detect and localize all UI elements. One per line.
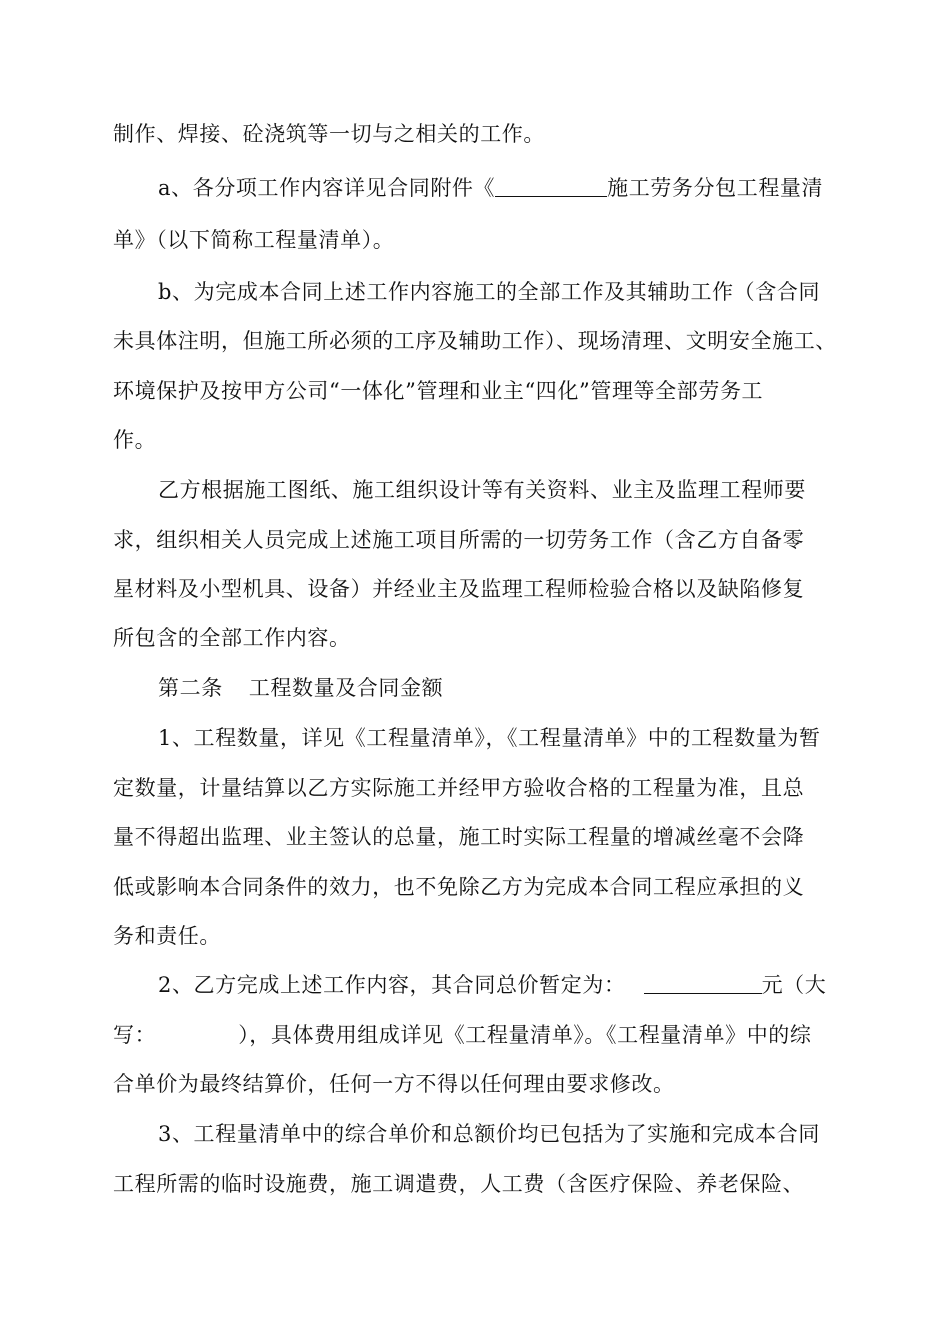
clause-a-line-1 [158,175,823,201]
paragraph-continuation-line [113,121,545,147]
fill-in-blank-contract-amount [644,973,762,994]
party-b-scope-line-3 [113,576,804,602]
text-segment: 施工劳务分包工程量清 [607,176,824,200]
text-line: 求，组织相关人员完成上述施工项目所需的一切劳务工作（含乙方自备零 [113,528,805,552]
item-3-line-1 [158,1121,820,1147]
party-b-scope-line-2 [113,527,804,553]
article-title: 工程数量及合同金额 [248,676,444,700]
text-segment: a、各分项工作内容详见合同附件《 [158,176,496,200]
text-line: 3、工程量清单中的综合单价和总额价均已包括为了实施和完成本合同 [158,1122,820,1146]
fill-in-blank-attachment-name [495,176,607,197]
text-line: 制作、焊接、砼浇筑等一切与之相关的工作。 [113,122,545,146]
item-1-line-5 [113,923,221,949]
text-line: b、为完成本合同上述工作内容施工的全部工作及其辅助工作（含合同 [158,280,821,304]
text-line: 务和责任。 [113,924,221,948]
text-line: 乙方根据施工图纸、施工组织设计等有关资料、业主及监理工程师要 [158,478,806,502]
text-line: 环境保护及按甲方公司“一体化”管理和业主“四化”管理等全部劳务工 [113,379,764,403]
text-segment: 元（大 [761,973,827,997]
clause-b-line-3 [113,378,763,404]
party-b-scope-line-1 [158,477,806,503]
text-line: 低或影响本合同条件的效力，也不免除乙方为完成本合同工程应承担的义 [113,875,805,899]
item-1-line-4 [113,874,804,900]
text-line: 作。 [113,428,157,452]
party-b-scope-line-4 [113,625,351,651]
text-line: 单》（以下简称工程量清单）。 [113,228,395,252]
text-line: 合单价为最终结算价，任何一方不得以任何理由要求修改。 [113,1072,675,1096]
article-heading [158,675,443,701]
item-1-line-2 [113,775,804,801]
item-3-line-2 [113,1171,804,1197]
text-line: 量不得超出监理、业主签认的总量，施工时实际工程量的增减丝毫不会降 [113,825,805,849]
text-line: 定数量，计量结算以乙方实际施工并经甲方验收合格的工程量为准，且总 [113,776,805,800]
item-1-line-1 [158,725,821,751]
item-2-line-2 [113,1022,812,1048]
text-segment: 写： [113,1023,157,1047]
text-line: 星材料及小型机具、设备）并经业主及监理工程师检验合格以及缺陷修复 [113,577,805,601]
item-2-line-1 [158,972,826,998]
clause-a-line-2 [113,227,394,253]
clause-b-line-4 [113,427,156,453]
text-segment: 2、乙方完成上述工作内容，其合同总价暂定为： [158,973,626,997]
text-line: 1、工程数量，详见《工程量清单》，《工程量清单》中的工程数量为暂 [158,726,821,750]
clause-b-line-2 [113,328,837,354]
text-segment: ），具体费用组成详见《工程量清单》。《工程量清单》中的综 [238,1023,812,1047]
text-line: 工程所需的临时设施费，施工调遣费，人工费（含医疗保险、养老保险、 [113,1172,805,1196]
clause-b-line-1 [158,279,820,305]
item-1-line-3 [113,824,804,850]
article-number: 第二条 [158,676,223,700]
text-line: 所包含的全部工作内容。 [113,626,351,650]
text-line: 未具体注明，但施工所必须的工序及辅助工作）、现场清理、文明安全施工、 [113,329,837,353]
item-2-line-3 [113,1071,675,1097]
